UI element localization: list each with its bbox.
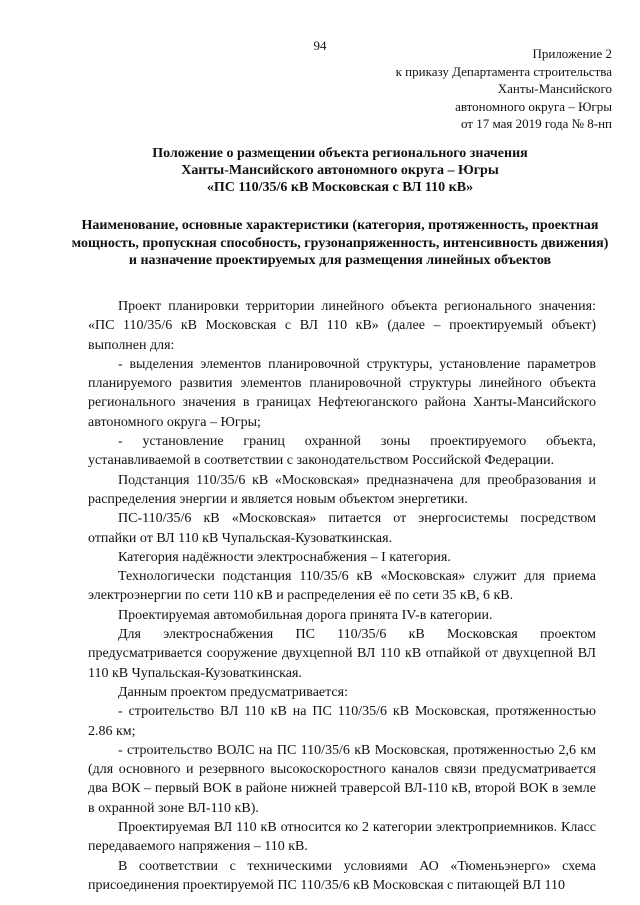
paragraph: Технологически подстанция 110/35/6 кВ «Московская» служит для приема электроэнергии по сети 110 кВ и распределения её по сети 35 кВ, 6 кВ. (88, 569, 596, 604)
paragraph: Проектируемая ВЛ 110 кВ относится ко 2 категории электроприемников. Класс передаваемого напряжения – 110 кВ. (88, 820, 596, 855)
paragraph: В соответствии с техническими условиями АО «Тюменьэнерго» схема присоединения проектируемой ПС 110/35/6 кВ Московская с питающей ВЛ 110 (88, 858, 596, 893)
paragraph: Подстанция 110/35/6 кВ «Московская» предназначена для преобразования и распределения энергии и является новым объектом энергетики. (88, 472, 596, 507)
section-heading: Наименование, основные характеристики (категория, протяженность, проектная мощность, пропускная способность, грузонапряженность, интенсивность движения) и назначение проектируемых для размещения линейных объектов (71, 218, 609, 268)
title-line: Положение о размещении объекта регионального значения (152, 146, 528, 161)
appendix-line: автономного округа – Югры (455, 98, 612, 114)
appendix-line: Приложение 2 (532, 46, 612, 61)
appendix-reference (396, 45, 612, 133)
page-number: 94 (313, 38, 327, 53)
appendix-line: к приказу Департамента строительства (395, 63, 612, 79)
paragraph: Категория надёжности электроснабжения – I категория. (118, 549, 451, 565)
title-line: «ПС 110/35/6 кВ Московская с ВЛ 110 кВ» (206, 180, 474, 195)
paragraph: - установление границ охранной зоны проектируемого объекта, устанавливаемой в соответствии с законодательством Российской Федерации. (88, 434, 596, 469)
paragraph: - строительство ВЛ 110 кВ на ПС 110/35/6 кВ Московская, протяженностью 2.86 км; (88, 704, 596, 739)
appendix-line: Ханты-Мансийского (497, 81, 612, 96)
title-line: Ханты-Мансийского автономного округа – Югры (181, 163, 499, 178)
paragraph: Для электроснабжения ПС 110/35/6 кВ Московская проектом предусматривается сооружение двухцепной ВЛ 110 кВ отпайкой от двухцепной ВЛ 110 кВ Чупальская-Кузоваткинская. (88, 627, 596, 681)
paragraph: Проектируемая автомобильная дорога принята IV-в категории. (118, 607, 493, 623)
paragraph: Данным проектом предусматривается: (118, 684, 348, 700)
body-text (88, 297, 596, 895)
paragraph: ПС-110/35/6 кВ «Московская» питается от энергосистемы посредством отпайки от ВЛ 110 кВ Чупальская-Кузоваткинская. (88, 511, 596, 546)
paragraph: - строительство ВОЛС на ПС 110/35/6 кВ Московская, протяженностью 2,6 км (для основного и резервного высокоскоростного каналов связи предусматривается два ВОК – первый ВОК в районе нижней траверсой ВЛ-110 кВ, второй ВОК в земле в охранной зоне ВЛ-110 кВ). (88, 742, 596, 816)
paragraph: Проект планировки территории линейного объекта регионального значения: «ПС 110/35/6 кВ Московская с ВЛ 110 кВ» (далее – проектируемый объект) выполнен для: (88, 299, 596, 353)
appendix-line: от 17 мая 2019 года № 8-нп (460, 116, 612, 131)
paragraph: - выделения элементов планировочной структуры, установление параметров планируемого развития элементов планировочной структуры линейного объекта регионального значения в границах Нефтеюганского района Ханты-Мансийского автономного округа – Югры; (88, 356, 596, 430)
document-title (40, 145, 640, 196)
